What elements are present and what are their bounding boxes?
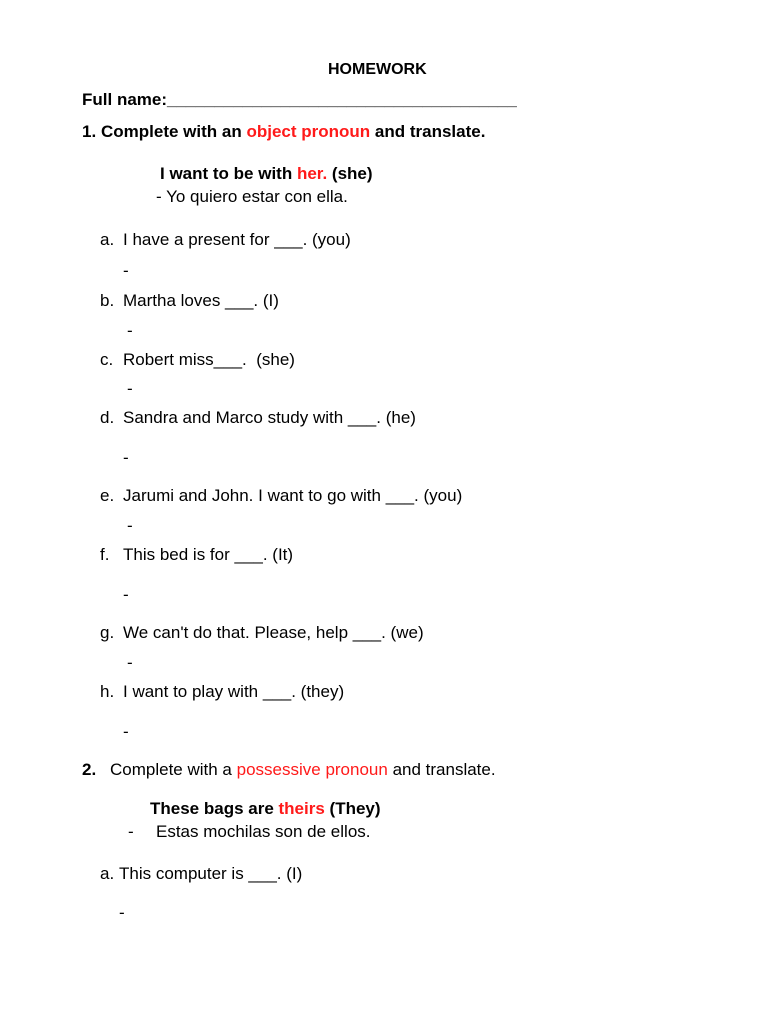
section1-instruction-post: and translate. <box>370 122 486 141</box>
section2-instruction-pre: Complete with a <box>110 760 237 779</box>
item-text: This bed is for ___. (It) <box>123 545 294 564</box>
item-text: This computer is ___. (I) <box>119 864 303 883</box>
list-item <box>100 230 351 250</box>
list-item <box>100 682 344 702</box>
list-item <box>100 545 293 565</box>
list-item <box>100 291 279 311</box>
item-text: Robert miss___. (she) <box>123 350 295 369</box>
list-item <box>100 864 302 884</box>
answer-dash: - <box>127 379 133 398</box>
section1-number: 1. <box>82 122 97 141</box>
section2-heading <box>82 760 496 780</box>
item-label: a. <box>100 864 115 883</box>
item-label: b. <box>100 291 115 310</box>
section1-example <box>160 164 373 184</box>
section2-example-highlight: theirs <box>278 799 325 818</box>
item-text: I want to play with ___. (they) <box>123 682 345 701</box>
section1-instruction-highlight: object pronoun <box>246 122 371 141</box>
item-label: g. <box>100 623 115 642</box>
answer-dash: - <box>127 321 133 340</box>
answer-dash: - <box>119 903 125 922</box>
section2-example-translation: Estas mochilas son de ellos. <box>156 822 371 841</box>
item-label: e. <box>100 486 115 505</box>
item-label: h. <box>100 682 115 701</box>
section1-instruction-pre: Complete with an <box>101 122 247 141</box>
section2-example-post: (They) <box>324 799 381 818</box>
item-text: I have a present for ___. (you) <box>123 230 351 249</box>
item-text: Jarumi and John. I want to go with ___. (you) <box>123 486 463 505</box>
section2-example-translation-dash: - <box>128 822 134 841</box>
section2-instruction-highlight: possessive pronoun <box>236 760 388 779</box>
answer-dash: - <box>127 653 133 672</box>
list-item <box>100 350 295 370</box>
section2-example <box>150 799 381 819</box>
answer-dash: - <box>127 516 133 535</box>
section1-example-post: (she) <box>327 164 373 183</box>
item-text: Martha loves ___. (I) <box>123 291 279 310</box>
page-title: HOMEWORK <box>328 61 427 78</box>
item-label: d. <box>100 408 115 427</box>
item-label: f. <box>100 545 110 564</box>
item-label: a. <box>100 230 115 249</box>
item-text: Sandra and Marco study with ___. (he) <box>123 408 416 427</box>
answer-dash: - <box>123 261 129 280</box>
section2-number: 2. <box>82 760 97 779</box>
section1-example-highlight: her. <box>296 164 328 183</box>
full-name-blank: _____________________________________ <box>167 90 517 109</box>
section1-example-pre: I want to be with <box>160 164 297 183</box>
full-name-line <box>82 90 517 110</box>
item-label: c. <box>100 350 114 369</box>
list-item <box>100 408 416 428</box>
full-name-label: Full name: <box>82 90 168 109</box>
answer-dash: - <box>123 722 129 741</box>
list-item <box>100 623 424 643</box>
section2-instruction-post: and translate. <box>387 760 496 779</box>
section2-example-pre: These bags are <box>150 799 279 818</box>
item-text: We can't do that. Please, help ___. (we) <box>123 623 424 642</box>
answer-dash: - <box>123 448 129 467</box>
section1-example-translation: - Yo quiero estar con ella. <box>156 187 348 206</box>
list-item <box>100 486 462 506</box>
answer-dash: - <box>123 585 129 604</box>
section1-heading <box>82 122 485 142</box>
